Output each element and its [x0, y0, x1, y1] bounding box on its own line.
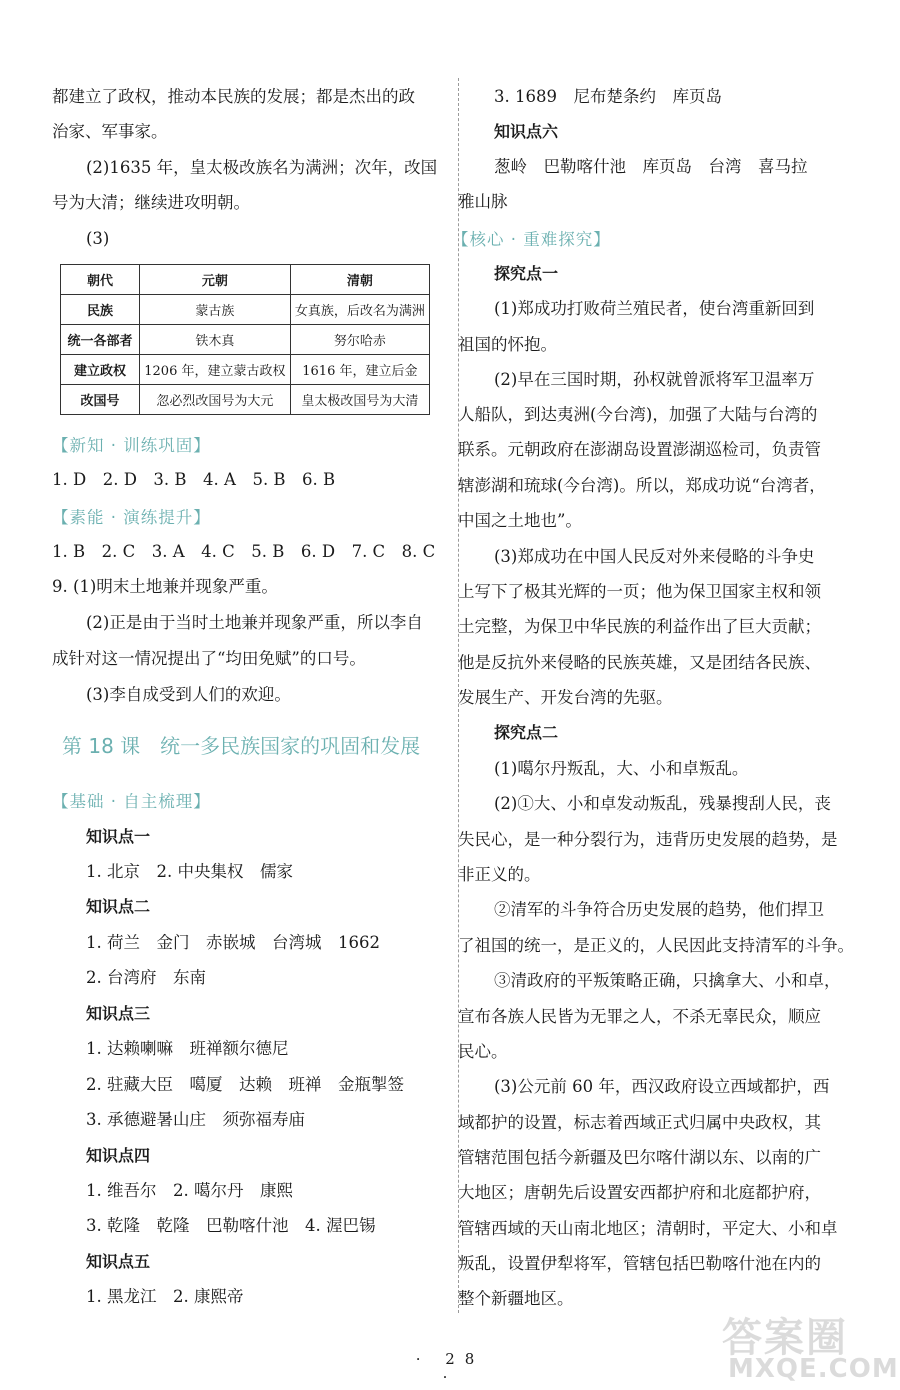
- text-line: 宣布各族人民皆为无罪之人，不杀无辜民众，顺应: [458, 1007, 821, 1026]
- table-header-cell: 朝代: [61, 265, 140, 295]
- text-line: 人船队，到达夷洲(今台湾)，加强了大陆与台湾的: [458, 405, 818, 424]
- table-cell: 铁木真: [140, 325, 291, 355]
- text-line: ③清政府的平叛策略正确，只擒拿大、小和卓，: [494, 971, 841, 990]
- text-line: (1)噶尔丹叛乱，大、小和卓叛乱。: [494, 759, 749, 778]
- text-line: 1. 达赖喇嘛 班禅额尔德尼: [86, 1039, 289, 1058]
- table-cell: 1616 年，建立后金: [290, 355, 429, 385]
- lesson-title: 第 18 课 统一多民族国家的巩固和发展: [62, 734, 421, 758]
- answer-line: 1. B 2. C 3. A 4. C 5. B 6. D 7. C 8. C: [52, 542, 436, 561]
- table-row: [61, 355, 430, 385]
- text-line: 中国之土地也”。: [458, 511, 582, 530]
- text-line: 9. (1)明末土地兼并现象严重。: [52, 577, 278, 596]
- exploration-point-heading: 探究点一: [494, 264, 559, 283]
- text-line: (1)郑成功打败荷兰殖民者，使台湾重新回到: [494, 299, 815, 318]
- text-line: 叛乱，设置伊犁将军，管辖包括巴勒喀什池在内的: [458, 1254, 821, 1273]
- table-cell: 忽必烈改国号为大元: [140, 385, 291, 415]
- text-line: 3. 1689 尼布楚条约 库页岛: [494, 87, 722, 106]
- text-line: 雅山脉: [458, 192, 508, 211]
- text-line: 成针对这一情况提出了“均田免赋”的口号。: [52, 649, 366, 668]
- text-line: 失民心，是一种分裂行为，违背历史发展的趋势，是: [458, 830, 838, 849]
- text-line: 2. 台湾府 东南: [86, 968, 206, 987]
- page-number: · 28 ·: [415, 1350, 485, 1386]
- text-line: (2)正是由于当时土地兼并现象严重，所以李自: [86, 613, 423, 632]
- knowledge-point-heading: 知识点四: [86, 1146, 151, 1165]
- text-line: 1. 荷兰 金门 赤嵌城 台湾城 1662: [86, 933, 380, 952]
- watermark-main: 答案圈: [722, 1315, 848, 1361]
- table-cell: 改国号: [61, 385, 140, 415]
- table-row: [61, 325, 430, 355]
- text-line: (2)①大、小和卓发动叛乱，残暴搜刮人民，丧: [494, 794, 831, 813]
- text-line: (3)公元前 60 年，西汉政府设立西域都护，西: [494, 1077, 830, 1096]
- table-row: [61, 385, 430, 415]
- text-line: 他是反抗外来侵略的民族英雄，又是团结各民族、: [458, 653, 821, 672]
- table-cell: 女真族，后改名为满洲: [290, 295, 429, 325]
- text-line: 土完整，为保卫中华民族的利益作出了巨大贡献；: [458, 617, 821, 636]
- watermark-sub: MXQE.COM: [728, 1354, 899, 1384]
- text-line: ②清军的斗争符合历史发展的趋势，他们捍卫: [494, 900, 824, 919]
- table-header-row: [61, 265, 430, 295]
- text-line: 治家、军事家。: [52, 122, 168, 141]
- text-line: 民心。: [458, 1042, 508, 1061]
- knowledge-point-heading: 知识点三: [86, 1004, 151, 1023]
- knowledge-point-heading: 知识点二: [86, 897, 151, 916]
- text-line: (2)1635 年，皇太极改族名为满洲；次年，改国: [86, 158, 438, 177]
- table-cell: 蒙古族: [140, 295, 291, 325]
- text-line: 管辖范围包括今新疆及巴尔喀什湖以东、以南的广: [458, 1148, 821, 1167]
- knowledge-point-heading: 知识点五: [86, 1252, 151, 1271]
- text-line: 大地区；唐朝先后设置安西都护府和北庭都护府，: [458, 1183, 821, 1202]
- text-line: 联系。元朝政府在澎湖岛设置澎湖巡检司，负责管: [458, 440, 821, 459]
- table-cell: 民族: [61, 295, 140, 325]
- text-line: 上写下了极其光辉的一页；他为保卫国家主权和领: [458, 582, 821, 601]
- text-line: 非正义的。: [458, 865, 541, 884]
- text-line: 域都护的设置，标志着西域正式归属中央政权，其: [458, 1113, 821, 1132]
- comparison-table: [60, 264, 430, 415]
- text-line: 都建立了政权，推动本民族的发展；都是杰出的政: [52, 87, 415, 106]
- table-header-cell: 元朝: [140, 265, 291, 295]
- text-line: (3): [86, 229, 110, 248]
- watermark-logo: [722, 1306, 899, 1386]
- text-line: 1. 维吾尔 2. 噶尔丹 康熙: [86, 1181, 293, 1200]
- section-tag: 【核心 · 重难探究】: [452, 230, 611, 249]
- table-cell: 努尔哈赤: [290, 325, 429, 355]
- section-tag: 【新知 · 训练巩固】: [52, 436, 211, 455]
- text-line: 2. 驻藏大臣 噶厦 达赖 班禅 金瓶掣签: [86, 1075, 404, 1094]
- text-line: 1. 北京 2. 中央集权 儒家: [86, 862, 293, 881]
- table-header-cell: 清朝: [290, 265, 429, 295]
- text-line: 了祖国的统一，是正义的，人民因此支持清军的斗争。: [458, 936, 854, 955]
- text-line: 3. 承德避暑山庄 须弥福寿庙: [86, 1110, 305, 1129]
- text-line: 3. 乾隆 乾隆 巴勒喀什池 4. 渥巴锡: [86, 1216, 376, 1235]
- text-line: 祖国的怀抱。: [458, 335, 557, 354]
- text-line: 发展生产、开发台湾的先驱。: [458, 688, 673, 707]
- text-line: (2)早在三国时期，孙权就曾派将军卫温率万: [494, 370, 815, 389]
- text-line: 辖澎湖和琉球(今台湾)。所以，郑成功说“台湾者，: [458, 476, 826, 495]
- text-line: (3)李自成受到人们的欢迎。: [86, 685, 291, 704]
- knowledge-point-heading: 知识点一: [86, 827, 151, 846]
- answer-line: 1. D 2. D 3. B 4. A 5. B 6. B: [52, 470, 336, 489]
- table-row: [61, 295, 430, 325]
- knowledge-point-heading: 知识点六: [494, 122, 559, 141]
- text-line: 管辖西域的天山南北地区；清朝时，平定大、小和卓: [458, 1219, 838, 1238]
- section-tag: 【素能 · 演练提升】: [52, 508, 211, 527]
- text-line: 葱岭 巴勒喀什池 库页岛 台湾 喜马拉: [494, 157, 808, 176]
- table-cell: 统一各部者: [61, 325, 140, 355]
- text-line: 号为大清；继续进攻明朝。: [52, 193, 250, 212]
- section-tag: 【基础 · 自主梳理】: [52, 792, 211, 811]
- exploration-point-heading: 探究点二: [494, 723, 559, 742]
- table-cell: 建立政权: [61, 355, 140, 385]
- table-cell: 1206 年，建立蒙古政权: [140, 355, 291, 385]
- text-line: (3)郑成功在中国人民反对外来侵略的斗争史: [494, 547, 815, 566]
- text-line: 整个新疆地区。: [458, 1289, 574, 1308]
- table-cell: 皇太极改国号为大清: [290, 385, 429, 415]
- text-line: 1. 黑龙江 2. 康熙帝: [86, 1287, 244, 1306]
